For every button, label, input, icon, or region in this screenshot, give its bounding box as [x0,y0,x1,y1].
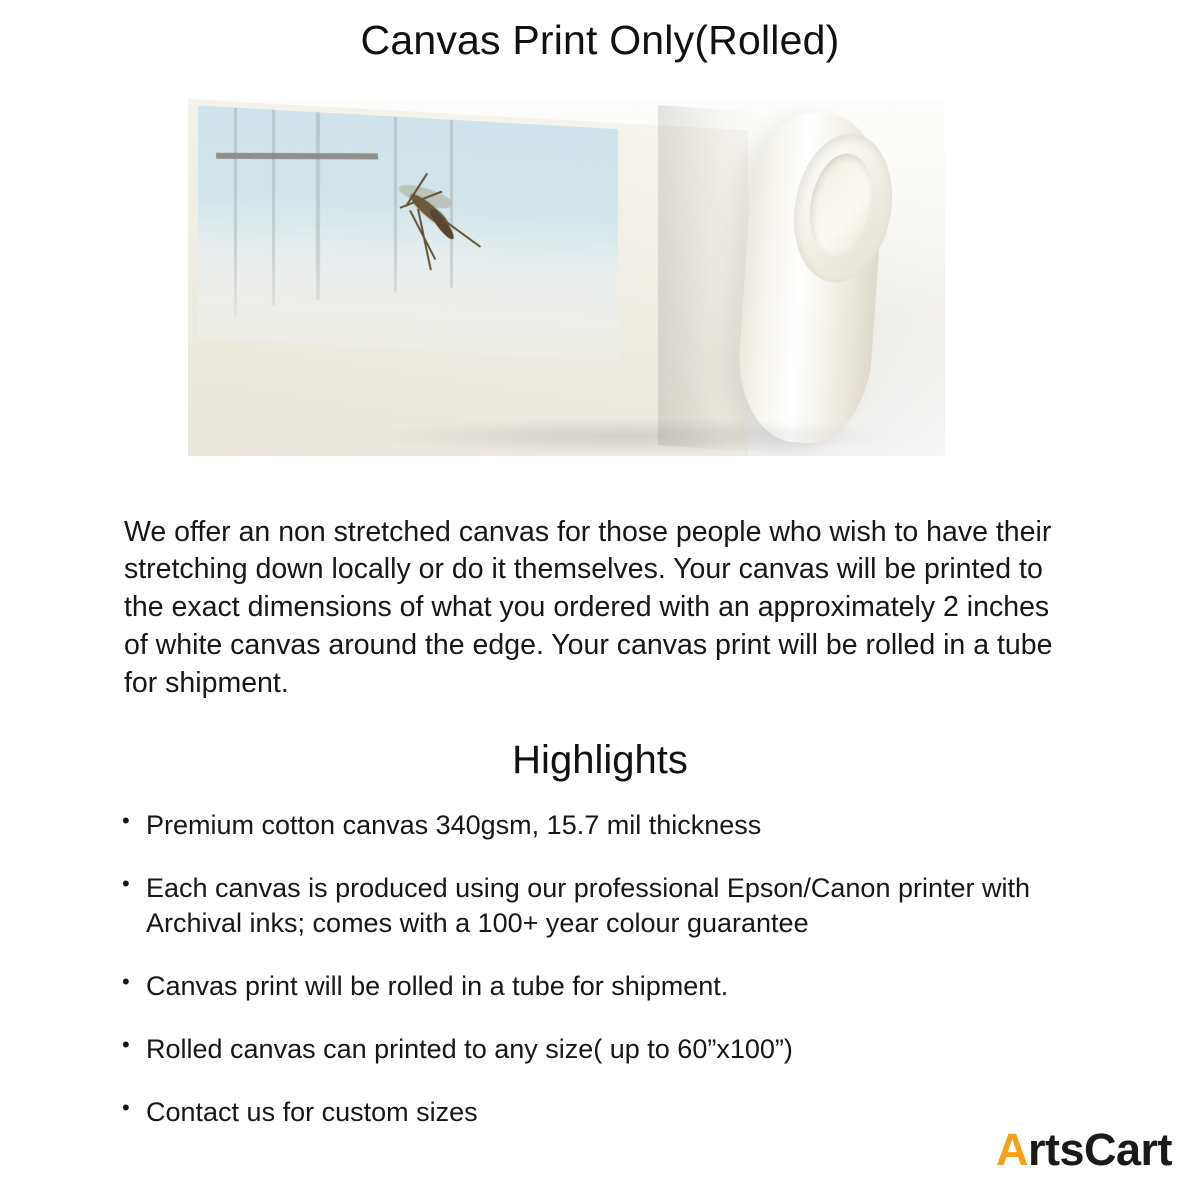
drop-shadow [368,418,888,454]
list-item: • Canvas print will be rolled in a tube for shipment. [118,969,1108,1004]
artscart-logo [995,1124,1172,1175]
page-title: Canvas Print Only(Rolled) [360,17,840,63]
list-item: • Premium cotton canvas 340gsm, 15.7 mil thickness [118,808,1108,843]
printed-artwork-area [198,106,618,361]
logo-accent-letter: A [995,1124,1028,1175]
list-item: • Each canvas is produced using our professional Epson/Canon printer with Archival inks; comes with a 100+ year colour guarantee [118,871,1108,941]
highlights-heading: Highlights [512,738,688,783]
logo-text: rtsCart [1027,1124,1172,1175]
list-item: • Rolled canvas can printed to any size( up to 60”x100”) [118,1032,1108,1067]
product-description: We offer an non stretched canvas for those people who wish to have their stretching down locally or do it themselves. Your canvas will be printed to the exact dimensions of what you ordered with an approximately 2 inches of white canvas around the edge. Your canvas print will be rolled in a tube for shipment. [124,515,1053,700]
highlights-list [118,808,1108,1159]
product-image [188,99,945,456]
list-item: • Contact us for custom sizes [118,1095,1108,1130]
mosquito-artwork [348,148,538,309]
product-image-backdrop [188,99,945,456]
